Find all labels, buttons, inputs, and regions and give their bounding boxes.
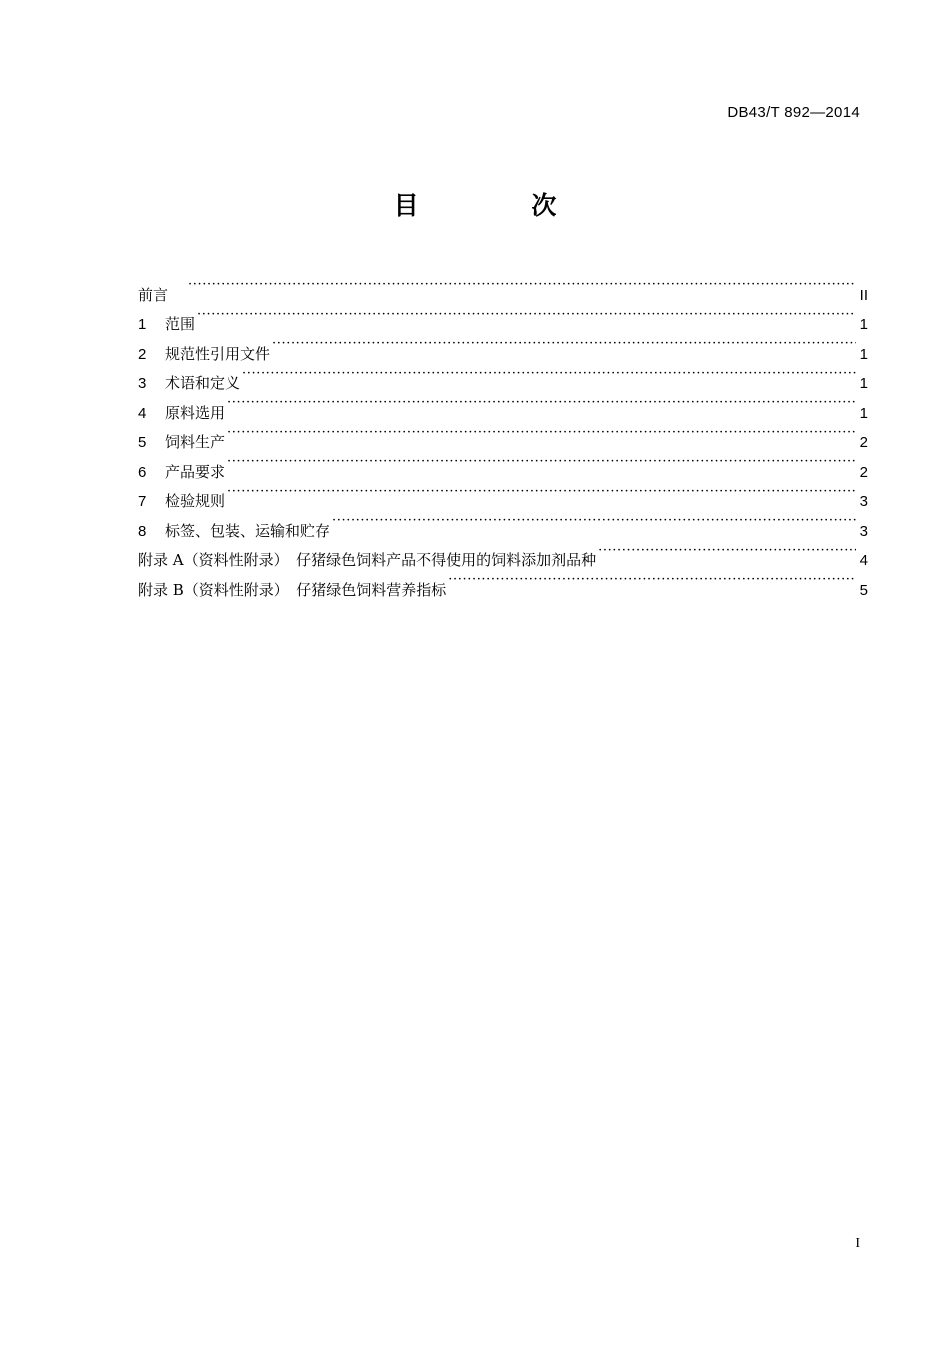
toc-entry-number: 2	[138, 345, 147, 363]
toc-entry-label: 附录 B（资料性附录） 仔猪绿色饲料营养指标	[138, 580, 447, 599]
toc-entry-page: 1	[859, 375, 868, 392]
toc-entry-normative-references[interactable]	[138, 329, 868, 363]
toc-entry-page: 3	[859, 493, 868, 510]
toc-entry-label: 前言	[138, 285, 169, 304]
toc-entry-terms[interactable]	[138, 359, 868, 392]
toc-entry-page: 4	[859, 552, 868, 569]
toc-entry-label: 检验规则	[165, 492, 226, 510]
dot-leader	[227, 447, 856, 477]
toc-entry-page: II	[859, 286, 868, 304]
toc-entry-labeling-packaging[interactable]	[138, 506, 868, 540]
page-title: 目 次	[393, 191, 609, 220]
dot-leader	[227, 477, 856, 507]
toc-entry-product-requirements[interactable]	[138, 447, 868, 481]
toc-entry-label: 标签、包装、运输和贮存	[165, 521, 331, 540]
toc-entry-number: 4	[138, 404, 147, 422]
dot-leader	[448, 565, 855, 595]
dot-leader	[332, 506, 856, 536]
document-code: DB43/T 892—2014	[727, 104, 860, 121]
toc-entry-inspection-rules[interactable]	[138, 477, 868, 510]
toc-entry-label: 原料选用	[165, 403, 226, 422]
toc-entry-number: 7	[138, 493, 147, 510]
toc-entry-label: 产品要求	[165, 462, 226, 481]
toc-entry-number: 6	[138, 463, 147, 481]
toc-entry-label: 范围	[165, 315, 196, 333]
toc-entry-foreword[interactable]	[138, 270, 868, 304]
page-number: I	[855, 1236, 860, 1251]
toc-entry-number: 1	[138, 316, 147, 333]
toc-entry-page: 1	[859, 316, 868, 333]
toc-entry-raw-materials[interactable]	[138, 388, 868, 422]
toc-entry-page: 2	[859, 463, 868, 481]
dot-leader	[272, 329, 856, 359]
toc-entry-page: 2	[859, 434, 868, 451]
toc-entry-page: 3	[859, 522, 868, 540]
dot-leader	[197, 300, 856, 330]
dot-leader	[188, 270, 856, 300]
toc-entry-number: 3	[138, 375, 147, 392]
toc-entry-scope[interactable]	[138, 300, 868, 333]
toc-entry-page: 1	[859, 345, 868, 363]
toc-entry-number: 5	[138, 434, 147, 451]
dot-leader	[598, 536, 856, 566]
toc-entry-feed-production[interactable]	[138, 418, 868, 451]
toc-entry-page: 5	[859, 581, 868, 599]
dot-leader	[227, 388, 856, 418]
dot-leader	[227, 418, 856, 448]
dot-leader	[242, 359, 856, 389]
table-of-contents	[138, 270, 868, 599]
toc-entry-number: 8	[138, 522, 147, 540]
toc-entry-label: 附录 A（资料性附录） 仔猪绿色饲料产品不得使用的饲料添加剂品种	[138, 551, 597, 569]
toc-entry-page: 1	[859, 404, 868, 422]
toc-entry-label: 术语和定义	[165, 374, 241, 392]
toc-entry-label: 规范性引用文件	[165, 344, 271, 363]
toc-entry-label: 饲料生产	[165, 433, 226, 451]
